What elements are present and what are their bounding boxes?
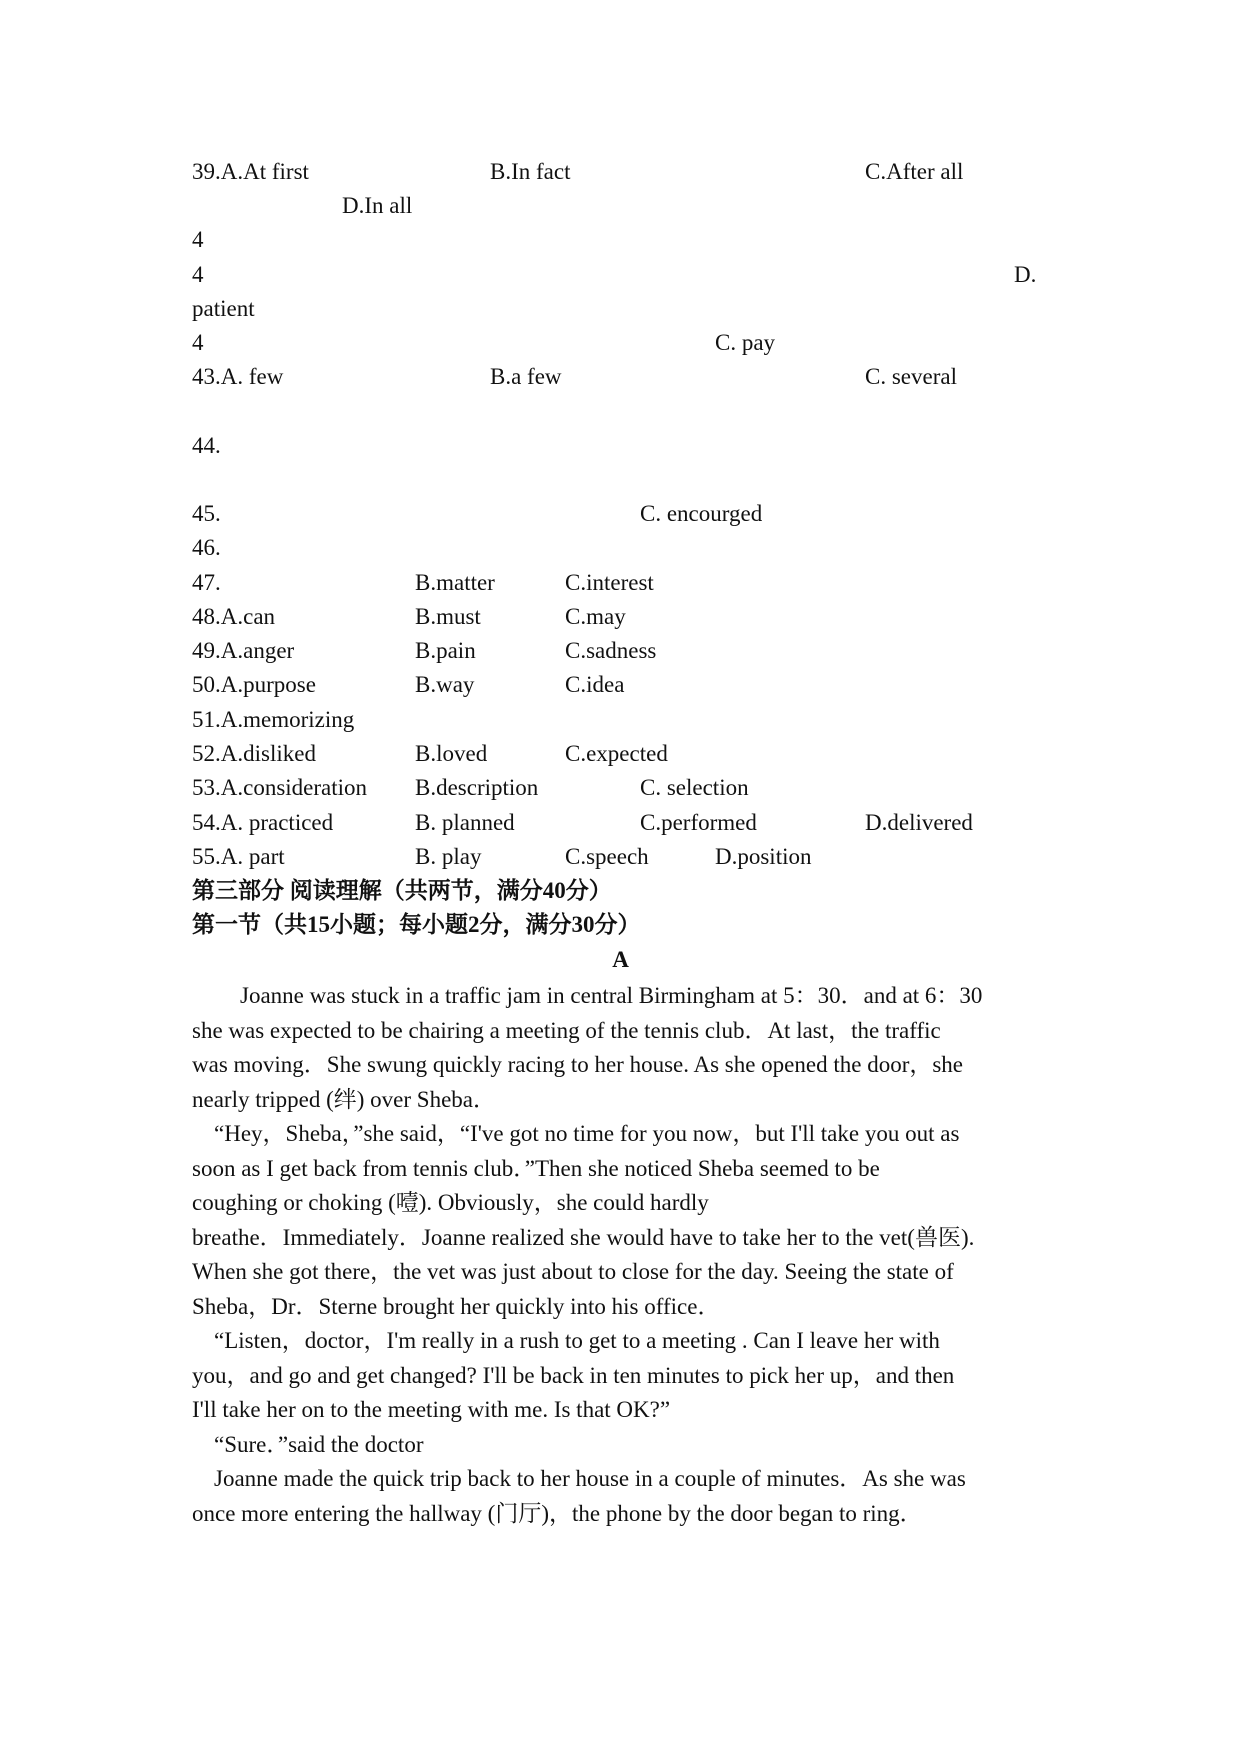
option-c: C. selection bbox=[640, 775, 749, 800]
option-b: B.way bbox=[415, 672, 475, 697]
passage-line: she was expected to be chairing a meeting of the tennis club．At last，the traffic bbox=[192, 1017, 941, 1043]
option-b: B.pain bbox=[415, 638, 476, 663]
question-number: 4 bbox=[192, 262, 204, 287]
option-a: 49.A.anger bbox=[192, 638, 295, 663]
question-number: 45. bbox=[192, 501, 221, 526]
passage-line: coughing or choking (噎). Obviously，she could hardly bbox=[192, 1190, 709, 1215]
option-b: B.matter bbox=[415, 570, 495, 595]
question-number: 46. bbox=[192, 535, 221, 560]
passage-line: “Listen，doctor，I'm really in a rush to get to a meeting . Can I leave her with bbox=[214, 1328, 940, 1353]
option-b: B.loved bbox=[415, 741, 488, 766]
option-text: patient bbox=[192, 296, 255, 321]
passage-line: “Sure．”said the doctor bbox=[214, 1431, 424, 1457]
option-a: 53.A.consideration bbox=[192, 775, 368, 800]
option-d: D.In all bbox=[342, 193, 413, 218]
question-number: 4 bbox=[192, 227, 204, 252]
passage-line: I'll take her on to the meeting with me. Is that OK?” bbox=[192, 1397, 671, 1422]
option-c: C. encourged bbox=[640, 501, 763, 526]
passage-line: Sheba，Dr．Sterne brought her quickly into his office． bbox=[192, 1293, 721, 1319]
option-c: C. several bbox=[865, 364, 957, 389]
option-a: 43.A. few bbox=[192, 364, 284, 389]
option-c: C.performed bbox=[640, 810, 757, 835]
passage-line: “Hey，Sheba，”she said，“I've got no time for you now，but I'll take you out as bbox=[214, 1121, 960, 1146]
question-number: 44. bbox=[192, 433, 221, 458]
passage-text bbox=[192, 979, 1052, 1531]
question-number: 4 bbox=[192, 330, 204, 355]
option-a: 48.A.can bbox=[192, 604, 276, 629]
option-a: 54.A. practiced bbox=[192, 810, 334, 835]
option-c: C.interest bbox=[565, 570, 654, 595]
passage-line: breathe．Immediately．Joanne realized she would have to take her to the vet(兽医). bbox=[192, 1224, 975, 1250]
question-number: 47. bbox=[192, 570, 221, 595]
option-c: C. pay bbox=[715, 330, 776, 355]
option-c: C.may bbox=[565, 604, 626, 629]
passage-line: Joanne was stuck in a traffic jam in central Birmingham at 5：30．and at 6：30 bbox=[240, 983, 983, 1008]
option-a: 39.A.At first bbox=[192, 159, 309, 184]
option-b: B.a few bbox=[490, 364, 562, 389]
passage-line: was moving．She swung quickly racing to her house. As she opened the door，she bbox=[192, 1052, 964, 1077]
option-b: B.description bbox=[415, 775, 539, 800]
option-d: D.delivered bbox=[865, 810, 973, 835]
passage-line: Joanne made the quick trip back to her house in a couple of minutes．As she was bbox=[214, 1466, 966, 1491]
option-a: 50.A.purpose bbox=[192, 672, 316, 697]
option-c: C.sadness bbox=[565, 638, 657, 663]
option-b: B.must bbox=[415, 604, 481, 629]
option-c: C.After all bbox=[865, 159, 964, 184]
option-b: B. planned bbox=[415, 810, 515, 835]
passage-line: once more entering the hallway (门厅)，the phone by the door began to ring． bbox=[192, 1500, 923, 1526]
passage-line: When she got there，the vet was just about to close for the day. Seeing the state of bbox=[192, 1259, 954, 1284]
option-a: 52.A.disliked bbox=[192, 741, 316, 766]
option-b: B. play bbox=[415, 844, 482, 869]
passage-line: nearly tripped (绊) over Sheba． bbox=[192, 1086, 497, 1112]
option-d: D. bbox=[1014, 262, 1037, 287]
option-a: 51.A.memorizing bbox=[192, 707, 355, 732]
section-title: 第三部分 阅读理解（共两节，满分40分） bbox=[192, 878, 612, 903]
option-d: D.position bbox=[715, 844, 812, 869]
passage-line: you，and go and get changed? I'll be back in ten minutes to pick her up，and then bbox=[192, 1362, 955, 1388]
passage-line: soon as I get back from tennis club．”Then she noticed Sheba seemed to be bbox=[192, 1155, 880, 1181]
passage-label: A bbox=[612, 947, 629, 972]
option-a: 55.A. part bbox=[192, 844, 285, 869]
option-b: B.In fact bbox=[490, 159, 571, 184]
option-c: C.speech bbox=[565, 844, 649, 869]
subsection-title: 第一节（共15小题；每小题2分，满分30分） bbox=[192, 912, 641, 937]
option-c: C.expected bbox=[565, 741, 668, 766]
option-c: C.idea bbox=[565, 672, 625, 697]
